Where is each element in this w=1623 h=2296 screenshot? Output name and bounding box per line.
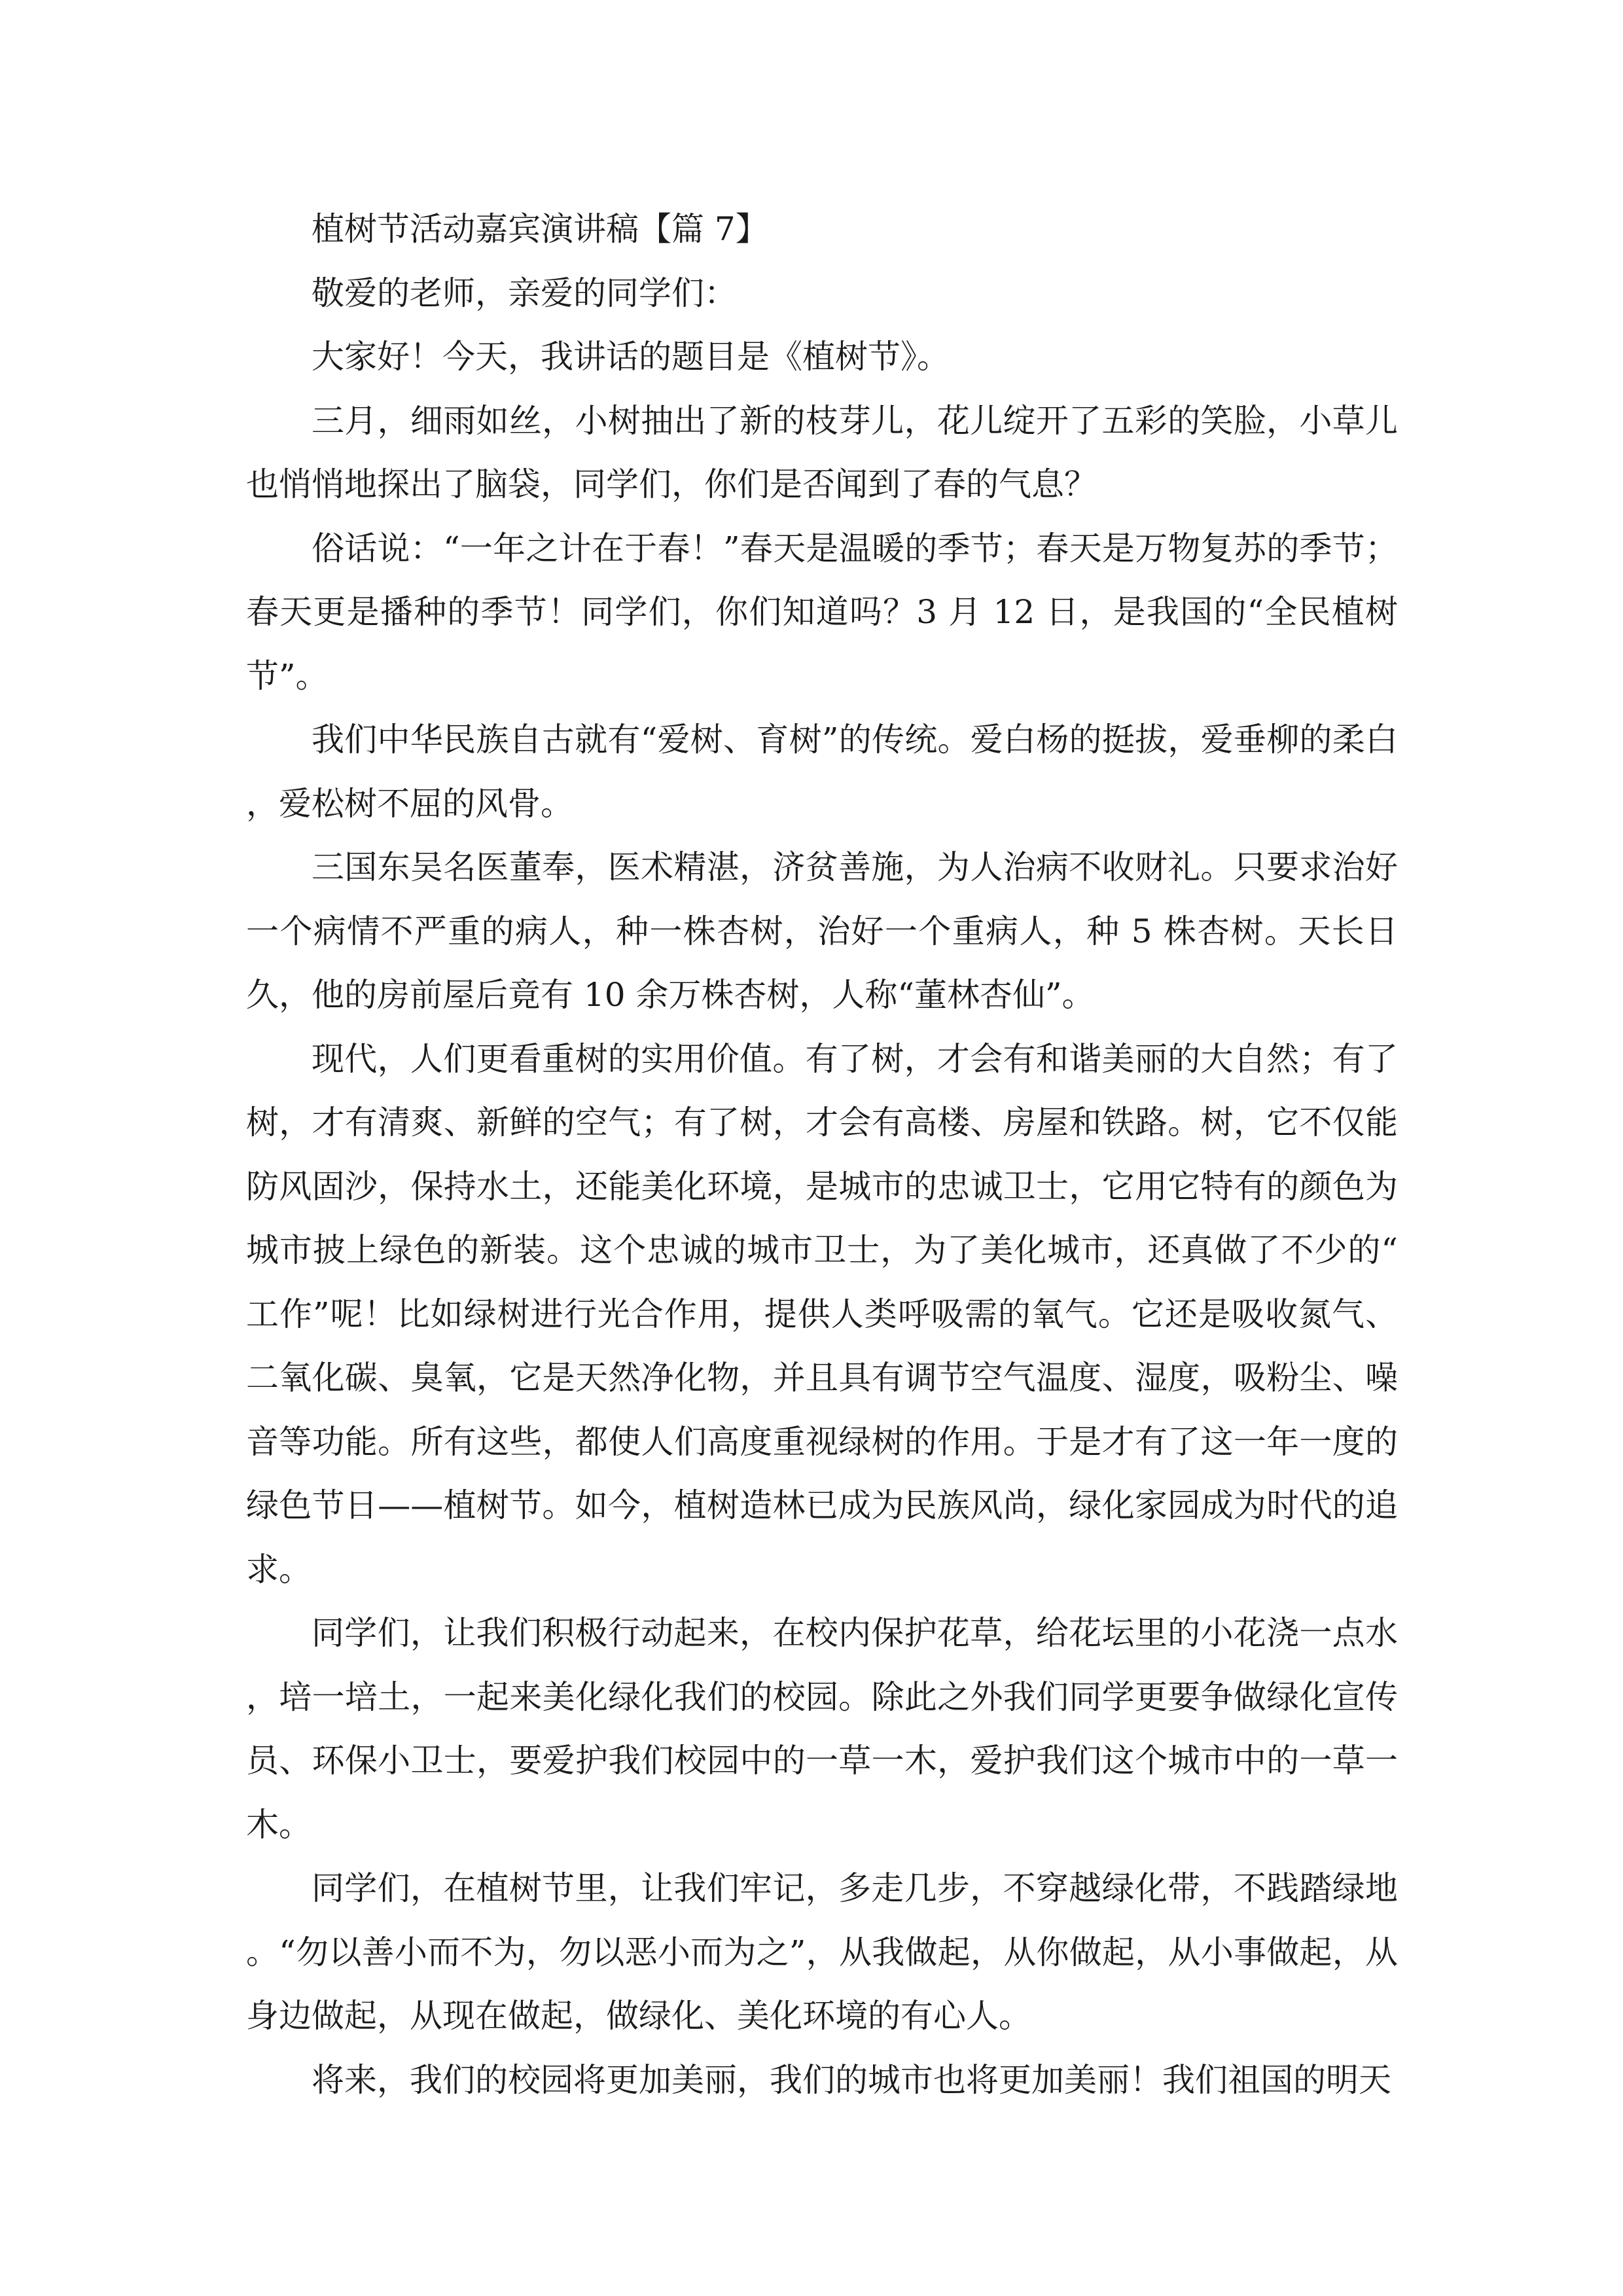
document-title: 植树节活动嘉宾演讲稿【篇 7】 bbox=[312, 210, 768, 248]
body-paragraph: 我们中华民族自古就有“爱树、育树”的传统。爱白杨的挺拔，爱垂柳的柔白，爱松树不屈的风骨。 bbox=[246, 721, 1398, 823]
body-paragraph: 同学们，在植树节里，让我们牢记，多走几步，不穿越绿化带，不践踏绿地。“勿以善小而不为，勿以恶小而为之”，从我做起，从你做起，从小事做起，从身边做起，从现在做起，做绿化、美化环境的有心人。 bbox=[246, 1869, 1398, 2035]
document-body bbox=[246, 198, 1398, 2112]
body-paragraph: 现代，人们更看重树的实用价值。有了树，才会有和谐美丽的大自然；有了树，才有清爽、新鲜的空气；有了树，才会有高楼、房屋和铁路。树，它不仅能防风固沙，保持水土，还能美化环境，是城市的忠诚卫士，它用它特有的颜色为城市披上绿色的新装。这个忠诚的城市卫士，为了美化城市，还真做了不少的“工作”呢！比如绿树进行光合作用，提供人类呼吸需的氧气。它还是吸收氮气、二氧化碳、臭氧，它是天然净化物，并且具有调节空气温度、湿度，吸粉尘、噪音等功能。所有这些，都使人们高度重视绿树的作用。于是才有了这一年一度的绿色节日——植树节。如今，植树造林已成为民族风尚，绿化家园成为时代的追求。 bbox=[246, 1039, 1398, 1588]
body-paragraph: 三月，细雨如丝，小树抽出了新的枝芽儿，花儿绽开了五彩的笑脸，小草儿也悄悄地探出了脑袋，同学们，你们是否闻到了春的气息？ bbox=[246, 401, 1398, 503]
body-paragraph: 同学们，让我们积极行动起来，在校内保护花草，给花坛里的小花浇一点水，培一培土，一起来美化绿化我们的校园。除此之外我们同学更要争做绿化宣传员、环保小卫士，要爱护我们校园中的一草一木，爱护我们这个城市中的一草一木。 bbox=[246, 1614, 1398, 1844]
body-paragraph: 三国东吴名医董奉，医术精湛，济贫善施，为人治病不收财礼。只要求治好一个病情不严重的病人，种一株杏树，治好一个重病人，种 5 株杏树。天长日久，他的房前屋后竟有 10 余万株杏树，人称“董林杏仙”。 bbox=[246, 848, 1398, 1014]
greeting-paragraph: 敬爱的老师，亲爱的同学们： bbox=[312, 274, 737, 312]
opening-paragraph: 大家好！今天，我讲话的题目是《植树节》。 bbox=[312, 338, 950, 376]
body-paragraph: 俗话说：“一年之计在于春！”春天是温暖的季节；春天是万物复苏的季节；春天更是播种的季节！同学们，你们知道吗？3 月 12 日，是我国的“全民植树节”。 bbox=[246, 529, 1398, 695]
body-paragraph: 将来，我们的校园将更加美丽，我们的城市也将更加美丽！我们祖国的明天 bbox=[312, 2060, 1391, 2099]
